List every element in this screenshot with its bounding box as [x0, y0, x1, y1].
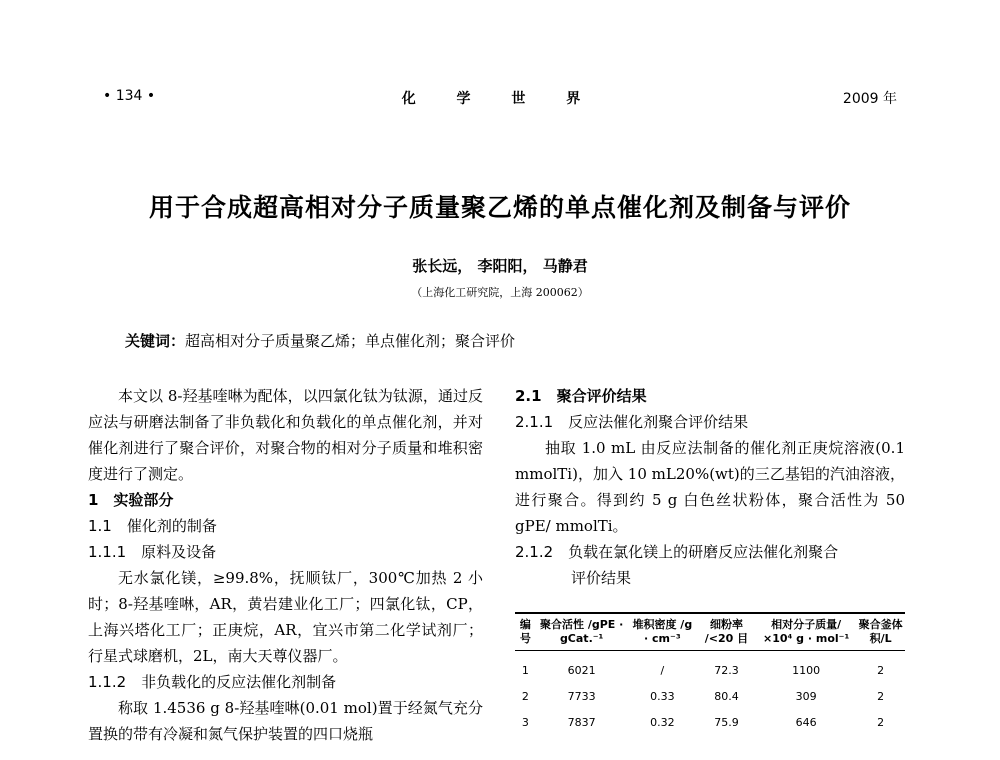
table-row — [515, 683, 905, 709]
preparation-paragraph: 称取 1.4536 g 8-羟基喹啉(0.01 mol)置于经氮气充分置换的带有冷凝和氮气保护装置的四口烧瓶 — [88, 699, 483, 743]
table-header-cell: 细粉率 /<20 目 — [697, 613, 756, 651]
right-column — [515, 383, 905, 591]
table-cell: 6021 — [567, 663, 596, 677]
table-cell: 309 — [795, 689, 817, 703]
left-column — [88, 383, 483, 747]
subsection-heading: 2.1.2 负载在氯化镁上的研磨反应法催化剂聚合 — [515, 543, 839, 561]
table-cell: 2 — [877, 715, 885, 729]
table-header-cell: 编号 — [515, 613, 536, 651]
table-cell: 1 — [521, 663, 529, 677]
table-cell: 72.3 — [714, 663, 739, 677]
subsubsection-heading: 1.1.1 原料及设备 — [88, 543, 217, 561]
table-cell: 2 — [521, 689, 529, 703]
table-header-cell: 聚合釜体积/L — [856, 613, 905, 651]
affiliation: （上海化工研究院，上海 200062） — [411, 286, 589, 299]
table-cell: 1100 — [792, 663, 821, 677]
materials-paragraph: 无水氯化镁，≥99.8%，抚顺钛厂，300℃加热 2 小时；8-羟基喹啉，AR，黄岩建业化工厂；四氯化钛，CP，上海兴塔化工厂；正庚烷，AR，宜兴市第二化学试剂厂；行星式球磨机，2L，南大天尊仪器厂。 — [88, 569, 483, 665]
table-cell: 0.32 — [650, 715, 675, 729]
table-cell: 7837 — [567, 715, 596, 729]
keywords — [125, 330, 515, 351]
subsubsection-heading: 1.1.2 非负载化的反应法催化剂制备 — [88, 673, 337, 691]
subsection-heading: 1.1 催化剂的制备 — [88, 517, 217, 535]
table-row — [515, 651, 905, 684]
table-cell: / — [660, 663, 665, 677]
paper-title: 用于合成超高相对分子质量聚乙烯的单点催化剂及制备与评价 — [148, 193, 851, 222]
table-cell: 3 — [521, 715, 529, 729]
subsection-heading: 2.1.1 反应法催化剂聚合评价结果 — [515, 413, 749, 431]
table-cell: 80.4 — [714, 689, 739, 703]
table-cell: 7733 — [567, 689, 596, 703]
issue-year: 2009 年 — [842, 91, 897, 107]
table-cell: 75.9 — [714, 715, 739, 729]
results-table — [515, 612, 905, 735]
table-header-cell: 聚合活性 /gPE · gCat.⁻¹ — [536, 613, 628, 651]
abstract-paragraph: 本文以 8-羟基喹啉为配体，以四氯化钛为钛源，通过反应法与研磨法制备了非负载化和负载化的单点催化剂，并对催化剂进行了聚合评价，对聚合物的相对分子质量和堆积密度进行了测定。 — [88, 387, 483, 483]
authors: 张长远， 李阳阳， 马静君 — [412, 257, 588, 275]
table-header-cell: 堆积密度 /g · cm⁻³ — [628, 613, 697, 651]
keywords-label: 关键词： — [125, 332, 186, 350]
results-paragraph: 抽取 1.0 mL 由反应法制备的催化剂正庚烷溶液(0.1 mmolTi)，加入 10 mL20%(wt)的三乙基铝的汽油溶液，进行聚合。得到约 5 g 白色丝状粉体，聚合活性为 50 gPE/ mmolTi。 — [515, 439, 905, 535]
section-heading: 2.1 聚合评价结果 — [515, 387, 647, 405]
table-header-row — [515, 613, 905, 651]
table-cell: 2 — [877, 689, 885, 703]
table-cell: 2 — [877, 663, 885, 677]
journal-name: 化 学 世 界 — [401, 91, 599, 107]
table-cell: 646 — [795, 715, 817, 729]
table-cell: 0.33 — [650, 689, 675, 703]
keywords-text: 超高相对分子质量聚乙烯；单点催化剂；聚合评价 — [185, 332, 516, 350]
section-heading: 1 实验部分 — [88, 491, 174, 509]
table-header-cell: 相对分子质量/×10⁴ g · mol⁻¹ — [756, 613, 856, 651]
page-number: • 134 • — [103, 88, 156, 104]
subsection-heading-continued: 评价结果 — [571, 569, 632, 587]
table-row — [515, 709, 905, 735]
